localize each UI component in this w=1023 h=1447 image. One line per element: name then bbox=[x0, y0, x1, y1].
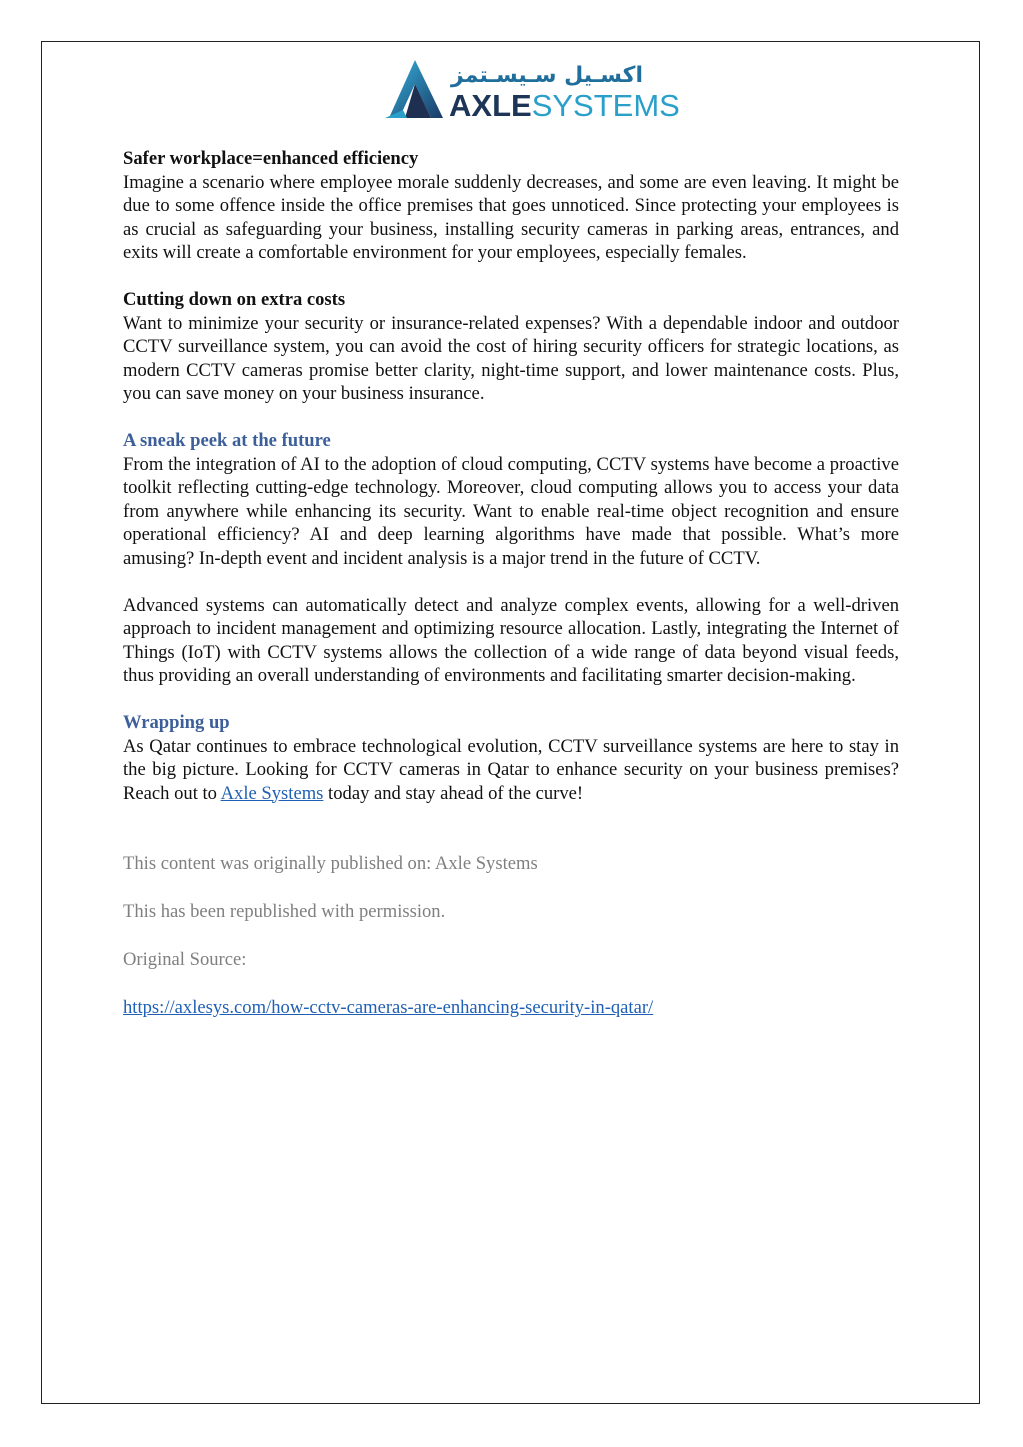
section-heading: Cutting down on extra costs bbox=[123, 289, 346, 310]
section-sneak-peek bbox=[123, 429, 899, 570]
paragraph-text: As Qatar continues to embrace technological evolution, CCTV surveillance systems are here to stay in the big picture. Looking for CCTV cameras in Qatar to enhance security on your business premises? Reach out to bbox=[123, 735, 899, 804]
published-note: This content was originally published on: Axle Systems bbox=[123, 853, 538, 874]
section-heading: A sneak peek at the future bbox=[123, 430, 331, 451]
axle-systems-link[interactable]: Axle Systems bbox=[220, 782, 324, 804]
section-paragraph bbox=[123, 735, 899, 806]
article-body bbox=[123, 147, 899, 1044]
section-cutting-costs bbox=[123, 288, 899, 406]
section-paragraph: Want to minimize your security or insurance-related expenses? With a dependable indoor and outdoor CCTV surveillance system, you can avoid the cost of hiring security officers for strategic locations, as modern CCTV cameras promise better clarity, night-time support, and lower maintenance costs. Plus, you can save money on your business insurance. bbox=[123, 312, 899, 404]
section-heading: Wrapping up bbox=[123, 712, 230, 733]
logo-triangle-icon bbox=[385, 60, 443, 118]
section-safer-workplace bbox=[123, 147, 899, 265]
source-label: Original Source: bbox=[123, 949, 247, 970]
source-url-link[interactable]: https://axlesys.com/how-cctv-cameras-are-enhancing-security-in-qatar/ bbox=[123, 997, 654, 1018]
section-heading: Safer workplace=enhanced efficiency bbox=[123, 148, 419, 169]
svg-text:AXLESYSTEMS bbox=[449, 88, 680, 123]
republish-footer bbox=[123, 852, 899, 1020]
section-paragraph: Advanced systems can automatically detect and analyze complex events, allowing for a well-driven approach to incident management and optimizing resource allocation. Lastly, integrating the Internet of Things (IoT) with CCTV systems allows the collection of a wide range of data beyond visual feeds, thus providing an overall understanding of environments and facilitating smarter decision-making. bbox=[123, 594, 899, 686]
axle-systems-logo bbox=[385, 58, 680, 123]
section-sneak-peek-continued bbox=[123, 594, 899, 688]
paragraph-text: today and stay ahead of the curve! bbox=[323, 782, 584, 804]
section-paragraph: From the integration of AI to the adoption of cloud computing, CCTV systems have become a proactive toolkit reflecting cutting-edge technology. Moreover, cloud computing allows you to access your data from anywhere while enhancing its security. Want to enable real-time object recognition and ensure operational efficiency? AI and deep learning algorithms have made that possible. What’s more amusing? In-depth event and incident analysis is a major trend in the future of CCTV. bbox=[123, 453, 899, 569]
section-wrapping-up bbox=[123, 711, 899, 805]
logo-brand-bold: AXLE bbox=[449, 88, 532, 123]
section-paragraph: Imagine a scenario where employee morale suddenly decreases, and some are even leaving. It might be due to some offence inside the office premises that goes unnoticed. Since protecting your employees is as crucial as safeguarding your business, installing security cameras in parking areas, entrances, and exits will create a comfortable environment for your employees, especially females. bbox=[123, 171, 899, 263]
logo-arabic-text: اكسـيل سـيسـتمز bbox=[451, 63, 643, 88]
logo-brand-light: SYSTEMS bbox=[531, 88, 680, 123]
republished-note: This has been republished with permission. bbox=[123, 901, 446, 922]
